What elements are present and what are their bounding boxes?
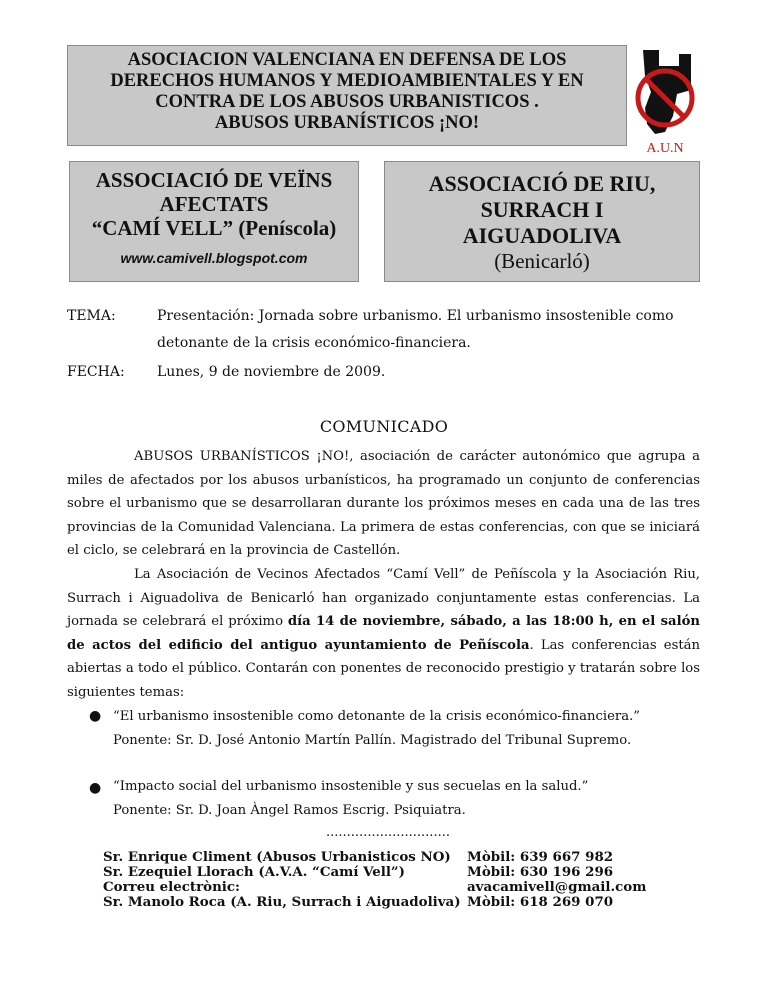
header-line: ASOCIACION VALENCIANA EN DEFENSA DE LOS — [127, 50, 567, 70]
talk-speaker: Ponente: Sr. D. José Antonio Martín Pallín. Magistrado del Tribunal Supremo. — [113, 733, 632, 748]
bullet-icon: ● — [89, 780, 102, 796]
separator-dots: .............................. — [326, 825, 450, 840]
association-name-line: SURRACH I — [480, 197, 604, 222]
contact-name: Sr. Enrique Climent (Abusos Urbanisticos NO) — [103, 849, 451, 865]
paragraph-intro: ABUSOS URBANÍSTICOS ¡NO!, asociación de carácter autonómico que agrupa a miles de afectados por los abusos urbanísticos, ha programado un conjunto de conferencias sobre el urbanismo que se desarrollaran durante los próximos meses en cada una de las tres provincias de la Comunidad Valenciana. La primera de estas conferencias, con que se iniciará el ciclo, se celebrará en la provincia de Castellón. — [67, 449, 700, 558]
contacts-names — [103, 850, 461, 910]
contact-phone: Mòbil: 618 269 070 — [467, 894, 614, 910]
tema-line: detonante de la crisis económico-financiera. — [157, 335, 471, 351]
association-name-line: “CAMÍ VELL” (Peníscola) — [91, 216, 337, 240]
contact-email[interactable]: avacamivell@gmail.com — [467, 879, 647, 895]
blog-link[interactable]: www.camivell.blogspot.com — [120, 250, 308, 266]
paragraph-text: La Asociación de Vecinos Afectados “Camí Vell” de Peñíscola y la Asociación Riu, Surrach i Aiguadoliva de Benicarló han organizado conjuntamente estas conferencias. La jornada se celebrará el próximo — [67, 567, 700, 629]
association-name-line: ASSOCIACIÓ DE RIU, — [428, 171, 656, 196]
contact-name: Sr. Ezequiel Llorach (A.V.A. “Camí Vell”) — [103, 864, 405, 880]
association-box-cami-vell — [69, 161, 359, 282]
tema-line: Presentación: Jornada sobre urbanismo. El urbanismo insostenible como — [157, 308, 674, 324]
contact-name: Sr. Manolo Roca (A. Riu, Surrach i Aiguadoliva) — [103, 894, 461, 910]
paragraph-event — [67, 563, 700, 704]
header-line: DERECHOS HUMANOS Y MEDIOAMBIENTALES Y EN — [110, 71, 584, 91]
logo-text: A.U.N — [646, 141, 684, 156]
association-name-line: ASSOCIACIÓ DE VEÏNS — [95, 168, 333, 192]
contact-name: Correu electrònic: — [103, 879, 240, 895]
contact-phone: Mòbil: 630 196 296 — [467, 864, 614, 880]
header-title-box — [67, 45, 627, 146]
association-location: (Benicarló) — [494, 249, 590, 273]
aun-logo-icon — [629, 46, 702, 156]
association-box-riu-surrach — [384, 161, 700, 282]
bullet-icon: ● — [89, 708, 102, 724]
tema-label: TEMA: — [67, 308, 116, 324]
talk-title: “Impacto social del urbanismo insostenible y sus secuelas en la salud.” — [113, 779, 589, 794]
talk-title: “El urbanismo insostenible como detonante de la crisis económico-financiera.” — [113, 709, 641, 724]
page-title: COMUNICADO — [319, 417, 449, 436]
header-line: CONTRA DE LOS ABUSOS URBANISTICOS . — [155, 92, 539, 112]
paragraph-text: . Las conferencias están abiertas a todo el público. Contarán con ponentes de reconocido prestigio y tratarán sobre los siguientes temas: — [67, 637, 700, 700]
list-item — [113, 775, 713, 823]
fecha-value: Lunes, 9 de noviembre de 2009. — [157, 364, 386, 380]
contact-phone: Mòbil: 639 667 982 — [467, 849, 614, 865]
header-line: ABUSOS URBANÍSTICOS ¡NO! — [214, 113, 480, 133]
event-date-location: día 14 de noviembre, sábado, a las 18:00 h, en el salón de actos del edificio del antiguo ayuntamiento de Peñíscola — [67, 614, 700, 653]
association-name-line: AIGUADOLIVA — [462, 223, 622, 248]
contacts-numbers — [467, 850, 646, 910]
tema-value — [157, 303, 717, 357]
association-name-line: AFECTATS — [159, 192, 269, 216]
list-item — [113, 705, 713, 753]
fecha-label: FECHA: — [67, 364, 125, 380]
talk-speaker: Ponente: Sr. D. Joan Àngel Ramos Escrig. Psiquiatra. — [113, 803, 466, 818]
